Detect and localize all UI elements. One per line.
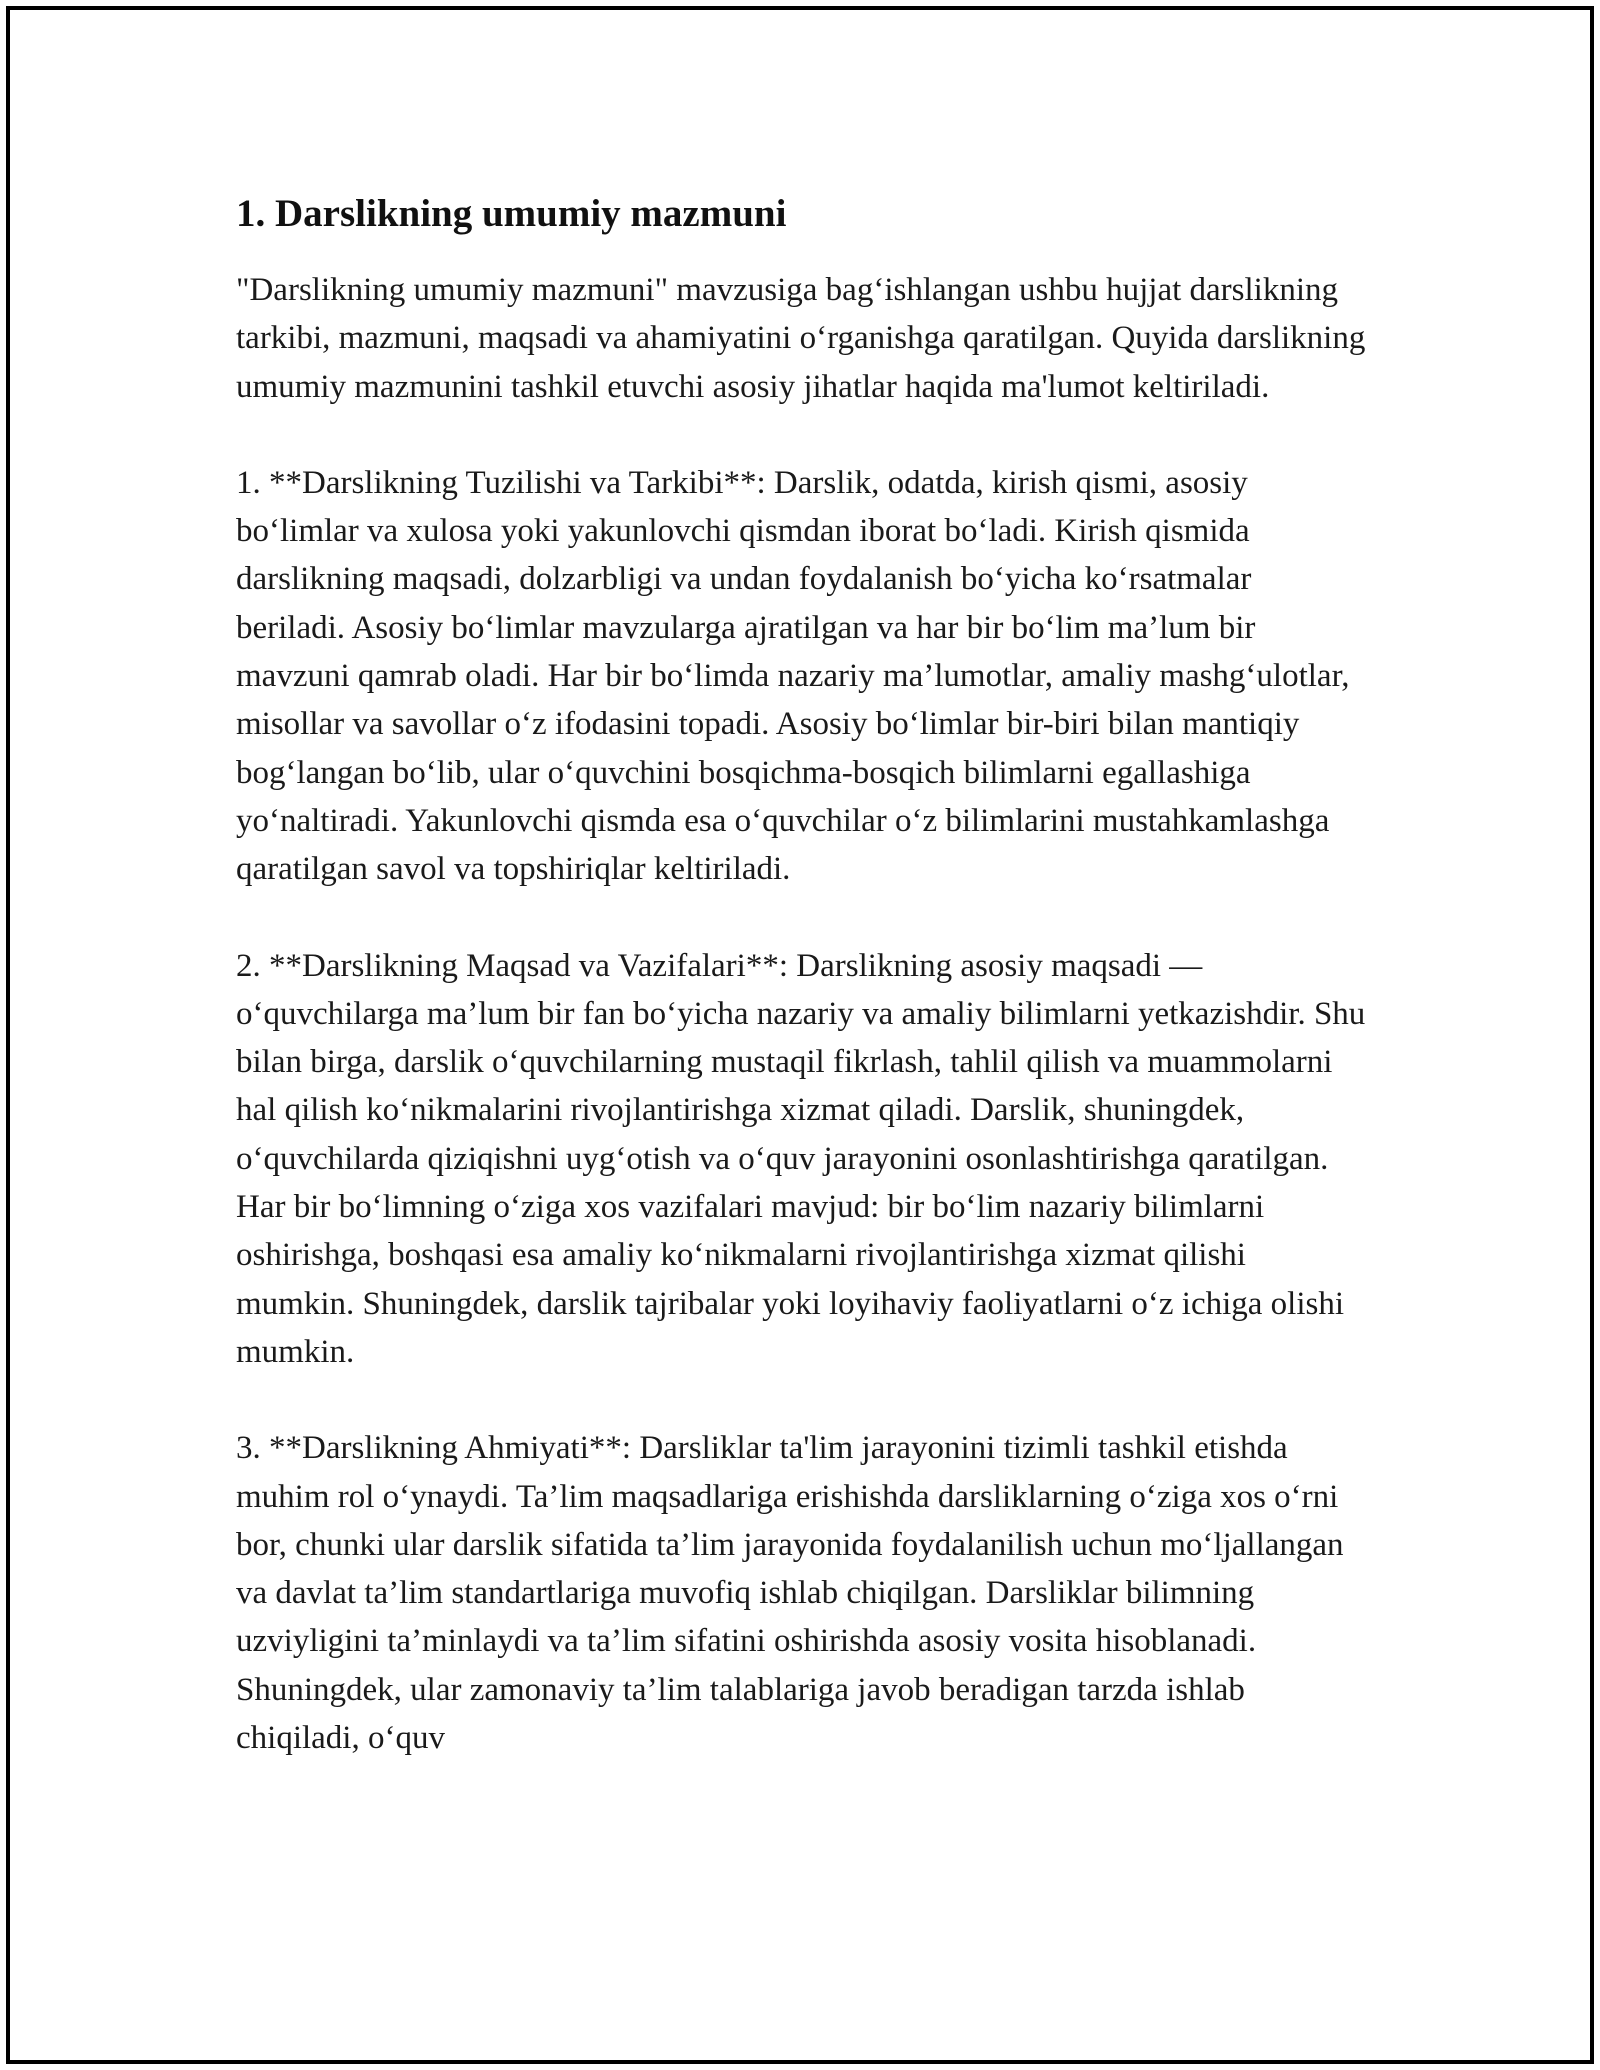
paragraph-goals: 2. **Darslikning Maqsad va Vazifalari**: Darslikning asosiy maqsadi — o‘quvchilarga ma’lum bir fan bo‘yicha nazariy va amaliy bilimlarni yetkazishdir. Shu bilan birga, darslik o‘quvchilarning mustaqil fikrlash, tahlil qilish va muammolarni hal qilish ko‘nikmalarini rivojlantirishga xizmat qiladi. Darslik, shuningdek, o‘quvchilarda qiziqishni uyg‘otish va o‘quv jarayonini osonlashtirishga qaratilgan. Har bir bo‘limning o‘ziga xos vazifalari mavjud: bir bo‘lim nazariy bilimlarni oshirishga, boshqasi esa amaliy ko‘nikmalarni rivojlantirishga xizmat qilishi mumkin. Shuningdek, darslik tajribalar yoki loyihaviy faoliyatlarni o‘z ichiga olishi mumkin. bbox=[236, 947, 1366, 1370]
paragraph-importance: 3. **Darslikning Ahmiyati**: Darsliklar ta'lim jarayonini tizimli tashkil etishda muhim rol o‘ynaydi. Ta’lim maqsadlariga erishishda darsliklarning o‘ziga xos o‘rni bor, chunki ular darslik sifatida ta’lim jarayonida foydalanilish uchun mo‘ljallangan va davlat ta’lim standartlariga muvofiq ishlab chiqilgan. Darsliklar bilimning uzviyligini ta’minlaydi va ta’lim sifatini oshirishda asosiy vosita hisoblanadi. Shuningdek, ular zamonaviy ta’lim talablariga javob beradigan tarzda ishlab chiqiladi, o‘quv bbox=[236, 1430, 1344, 1757]
section-heading: 1. Darslikning umumiy mazmuni bbox=[236, 192, 787, 235]
paragraph-structure: 1. **Darslikning Tuzilishi va Tarkibi**: Darslik, odatda, kirish qismi, asosiy bo‘limlar va xulosa yoki yakunlovchi qismdan iborat bo‘ladi. Kirish qismida darslikning maqsadi, dolzarbligi va undan foydalanish bo‘yicha ko‘rsatmalar beriladi. Asosiy bo‘limlar mavzularga ajratilgan va har bir bo‘lim ma’lum bir mavzuni qamrab oladi. Har bir bo‘limda nazariy ma’lumotlar, amaliy mashg‘ulotlar, misollar va savollar o‘z ifodasini topadi. Asosiy bo‘limlar bir-biri bilan mantiqiy bog‘langan bo‘lib, ular o‘quvchini bosqichma-bosqich bilimlarni egallashiga yo‘naltiradi. Yakunlovchi qismda esa o‘quvchilar o‘z bilimlarini mustahkamlashga qaratilgan savol va topshiriqlar keltiriladi. bbox=[236, 464, 1350, 888]
document-body bbox=[236, 190, 1366, 1762]
intro-paragraph: "Darslikning umumiy mazmuni" mavzusiga bag‘ishlangan ushbu hujjat darslikning tarkibi, mazmuni, maqsadi va ahamiyatini o‘rganishga qaratilgan. Quyida darslikning umumiy mazmunini tashkil etuvchi asosiy jihatlar haqida ma'lumot keltiriladi. bbox=[236, 272, 1366, 405]
